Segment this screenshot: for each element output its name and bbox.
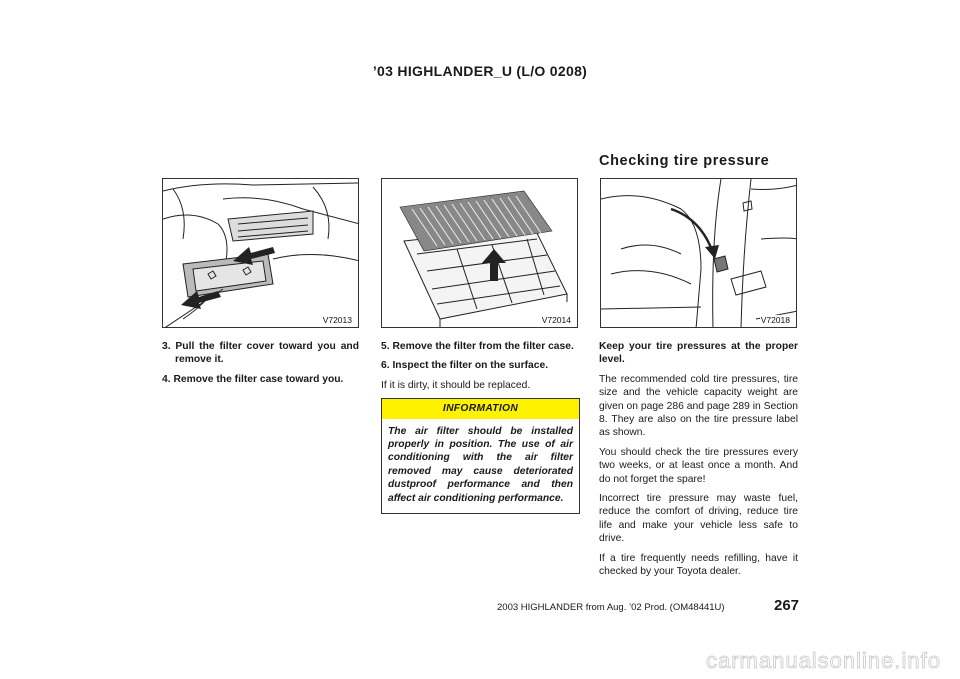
information-box xyxy=(381,398,580,514)
step-4: 4. Remove the filter case toward you. xyxy=(162,373,344,385)
information-text: The air filter should be installed properly in position. The use of air conditioning with the air filter removed may cause deteriorated dustproof performance and then affect air conditioning performance. xyxy=(388,425,573,504)
page-number: 267 xyxy=(774,597,800,614)
filter-cover-illustration xyxy=(163,179,359,328)
column-1 xyxy=(162,340,359,392)
watermark xyxy=(536,650,946,672)
information-title: INFORMATION xyxy=(382,399,579,418)
figure-label: V72013 xyxy=(322,315,352,325)
figure-label: V72018 xyxy=(760,315,790,325)
watermark-text: carmanualsonline.info xyxy=(705,650,941,672)
column-3 xyxy=(599,340,798,585)
lead-statement: Keep your tire pressures at the proper level. xyxy=(599,341,798,366)
step-5: 5. Remove the filter from the filter case. xyxy=(381,341,574,352)
filter-lift-illustration xyxy=(382,179,578,328)
tire-label-illustration xyxy=(601,179,797,328)
section-title: Checking tire pressure xyxy=(599,153,770,169)
figure-label: V72014 xyxy=(541,315,571,325)
paragraph-3: Incorrect tire pressure may waste fuel, reduce the comfort of driving, reduce tire life and make your vehicle less safe to drive. xyxy=(599,493,798,545)
step-6: 6. Inspect the filter on the surface. xyxy=(381,360,549,372)
paragraph-4: If a tire frequently needs refilling, have it checked by your Toyota dealer. xyxy=(599,552,798,578)
paragraph-2: You should check the tire pressures every two weeks, or at least once a month. And do not forget the spare! xyxy=(599,446,798,485)
figure-filter-cover xyxy=(162,178,359,328)
column-2 xyxy=(381,340,580,514)
step-3: 3. Pull the filter cover toward you and remove it. xyxy=(162,341,359,366)
figure-tire-label xyxy=(600,178,797,328)
page-header: ’03 HIGHLANDER_U (L/O 0208) xyxy=(372,63,588,79)
figure-filter-lift xyxy=(381,178,578,328)
paragraph-1: The recommended cold tire pressures, tire size and the vehicle capacity weight are given on page 286 and page 289 in Section 8. They are also on the tire pressure label as shown. xyxy=(599,373,798,439)
footer-text: 2003 HIGHLANDER from Aug. ’02 Prod. (OM48441U) xyxy=(497,602,725,613)
filter-note: If it is dirty, it should be replaced. xyxy=(381,379,531,391)
